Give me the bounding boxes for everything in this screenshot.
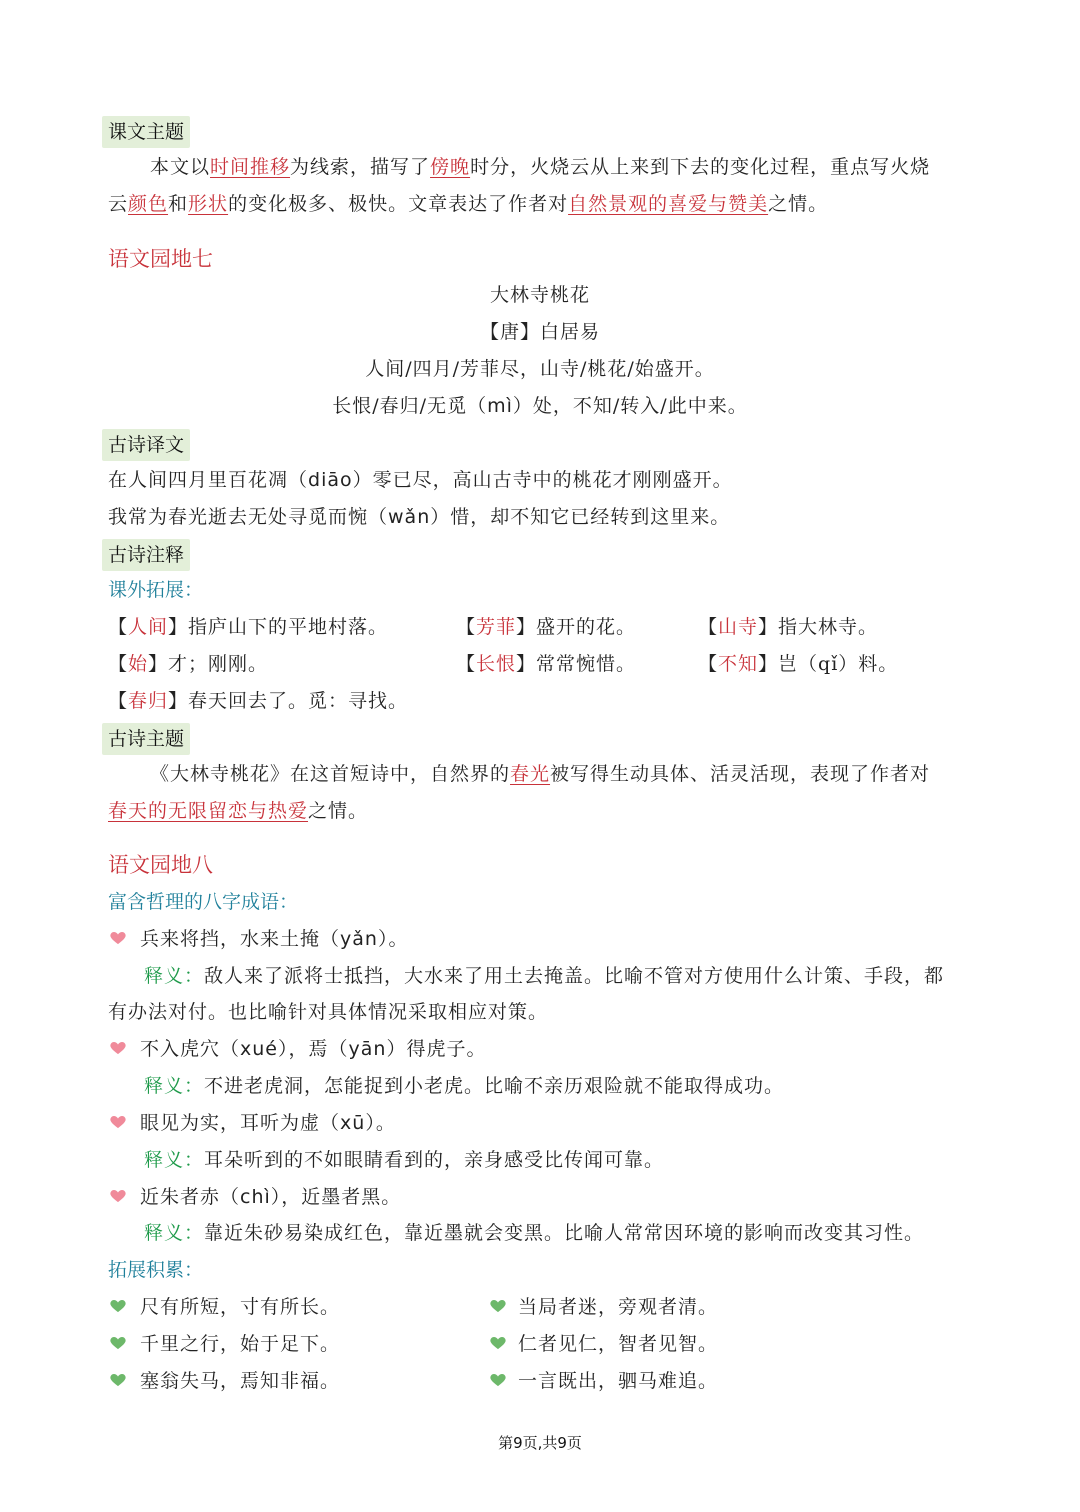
poem-line-2: 长恨/春归/无觅（mì）处，不知/转入/此中来。 <box>332 395 748 417</box>
idiom-meaning-cont: 有办法对付。也比喻针对具体情况采取相应对策。 <box>108 1001 549 1023</box>
idiom-meaning: 释义：靠近朱砂易染成红色，靠近墨就会变黑。比喻人常常因环境的影响而改变其习性。 <box>144 1222 925 1244</box>
idioms-subheading: 富含哲理的八字成语： <box>108 891 299 913</box>
page-footer: 第9页,共9页 <box>498 1434 582 1452</box>
green-heart-icon <box>109 1336 127 1350</box>
idiom-meaning: 释义：敌人来了派将士抵挡，大水来了用土去掩盖。比喻不管对方使用什么计策、手段，都 <box>144 965 945 987</box>
note-item: 【人间】指庐山下的平地村落。 <box>108 616 389 638</box>
poem-title: 大林寺桃花 <box>489 284 590 306</box>
green-heart-icon <box>489 1299 507 1313</box>
extend-item: 尺有所短，寸有所长。 <box>140 1296 341 1318</box>
pink-heart-icon <box>109 1115 127 1129</box>
note-item: 【始】才；刚刚。 <box>108 653 269 675</box>
pink-heart-icon <box>109 1041 127 1055</box>
pink-heart-icon <box>109 1189 127 1203</box>
section-tag-notes: 古诗注释 <box>102 539 190 571</box>
pink-heart-icon <box>109 931 127 945</box>
green-heart-icon <box>109 1299 127 1313</box>
idiom-meaning: 释义：不进老虎洞，怎能捉到小老虎。比喻不亲历艰险就不能取得成功。 <box>144 1075 785 1097</box>
note-item: 【芳菲】盛开的花。 <box>456 616 637 638</box>
section-title-garden-7: 语文园地七 <box>108 247 213 271</box>
section-tag-poem-theme: 古诗主题 <box>102 723 190 755</box>
green-heart-icon <box>109 1373 127 1387</box>
section-tag-translation: 古诗译文 <box>102 429 190 461</box>
green-heart-icon <box>489 1336 507 1350</box>
extend-item: 千里之行，始于足下。 <box>140 1333 341 1355</box>
note-item: 【春归】春天回去了。觅：寻找。 <box>108 690 409 712</box>
translation-line-1: 在人间四月里百花凋（diāo）零已尽，高山古寺中的桃花才刚刚盛开。 <box>108 469 733 491</box>
extend-item: 一言既出，驷马难追。 <box>518 1370 719 1392</box>
section-title-garden-8: 语文园地八 <box>108 853 213 877</box>
note-item: 【不知】岂（qǐ）料。 <box>698 653 899 675</box>
note-item: 【长恨】常常惋惜。 <box>456 653 637 675</box>
extend-item: 当局者迷，旁观者清。 <box>518 1296 719 1318</box>
section-tag-lesson-theme: 课文主题 <box>102 116 190 148</box>
idiom-phrase: 不入虎穴（xué），焉（yān）得虎子。 <box>140 1038 487 1060</box>
green-heart-icon <box>489 1373 507 1387</box>
idiom-phrase: 眼见为实，耳听为虚（xū）。 <box>140 1112 396 1134</box>
poem-theme-line-1: 《大林寺桃花》在这首短诗中，自然界的春光被写得生动具体、活灵活现，表现了作者对 <box>150 763 931 785</box>
poem-theme-line-2: 春天的无限留恋与热爱之情。 <box>108 800 369 822</box>
idiom-phrase: 兵来将挡，水来土掩（yǎn）。 <box>140 928 409 950</box>
idiom-phrase: 近朱者赤（chì），近墨者黑。 <box>140 1186 402 1208</box>
poem-author: 【唐】白居易 <box>479 321 600 343</box>
extend-item: 塞翁失马，焉知非福。 <box>140 1370 341 1392</box>
idiom-meaning: 释义：耳朵听到的不如眼睛看到的，亲身感受比传闻可靠。 <box>144 1149 665 1171</box>
lesson-theme-line-2: 云颜色和形状的变化极多、极快。文章表达了作者对自然景观的喜爱与赞美之情。 <box>108 193 829 215</box>
extend-subheading: 拓展积累： <box>108 1259 204 1281</box>
extend-item: 仁者见仁，智者见智。 <box>518 1333 719 1355</box>
translation-line-2: 我常为春光逝去无处寻觅而惋（wǎn）惜，却不知它已经转到这里来。 <box>108 506 731 528</box>
notes-subheading: 课外拓展： <box>108 579 204 601</box>
poem-line-1: 人间/四月/芳菲尽，山寺/桃花/始盛开。 <box>365 358 715 380</box>
lesson-theme-line-1: 本文以时间推移为线索，描写了傍晚时分，火烧云从上来到下去的变化过程，重点写火烧 <box>150 156 931 178</box>
note-item: 【山寺】指大林寺。 <box>698 616 879 638</box>
